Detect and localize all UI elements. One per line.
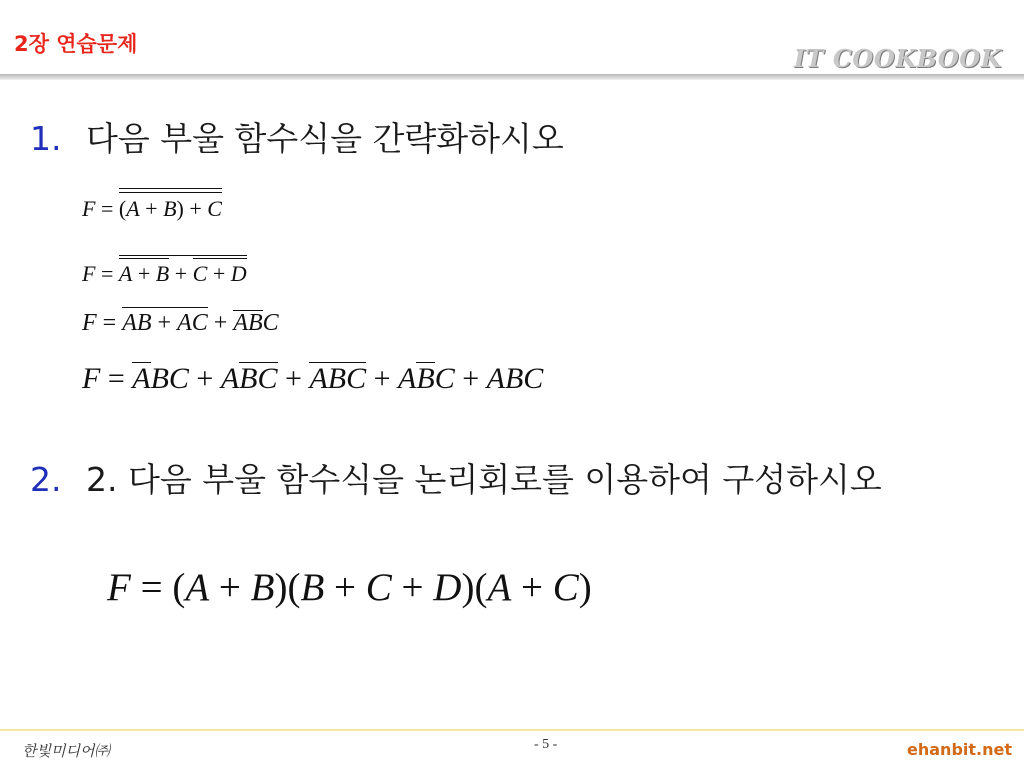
problem-1	[30, 113, 564, 160]
problem-1-text: 다음 부울 함수식을 간략화하시오	[86, 119, 564, 158]
page-number: - 5 -	[534, 737, 558, 752]
equation-1: F = (A + B) + C	[82, 192, 222, 222]
equation-4: F = ABC + ABC + ABC + ABC + ABC	[82, 362, 544, 395]
publisher-name: 한빛미디어㈜	[22, 742, 110, 760]
header-divider	[0, 74, 1024, 80]
footer-divider	[0, 729, 1024, 731]
problem-2	[30, 455, 966, 505]
problem-2-text: 2. 다음 부울 함수식을 논리회로를 이용하여 구성하시오	[86, 460, 882, 499]
equation-3: F = AB + AC + ABC	[82, 307, 279, 337]
problem-2-number: 2.	[30, 460, 62, 499]
slide-title: 2장 연습문제	[14, 32, 138, 56]
site-link[interactable]: ehanbit.net	[907, 740, 1012, 759]
equation-5: F = (A + B)(B + C + D)(A + C)	[107, 566, 592, 609]
brand-logo: IT COOKBOOK	[793, 44, 1002, 73]
problem-1-number: 1.	[30, 119, 62, 158]
equation-2: F = A + B + C + D	[82, 255, 247, 287]
